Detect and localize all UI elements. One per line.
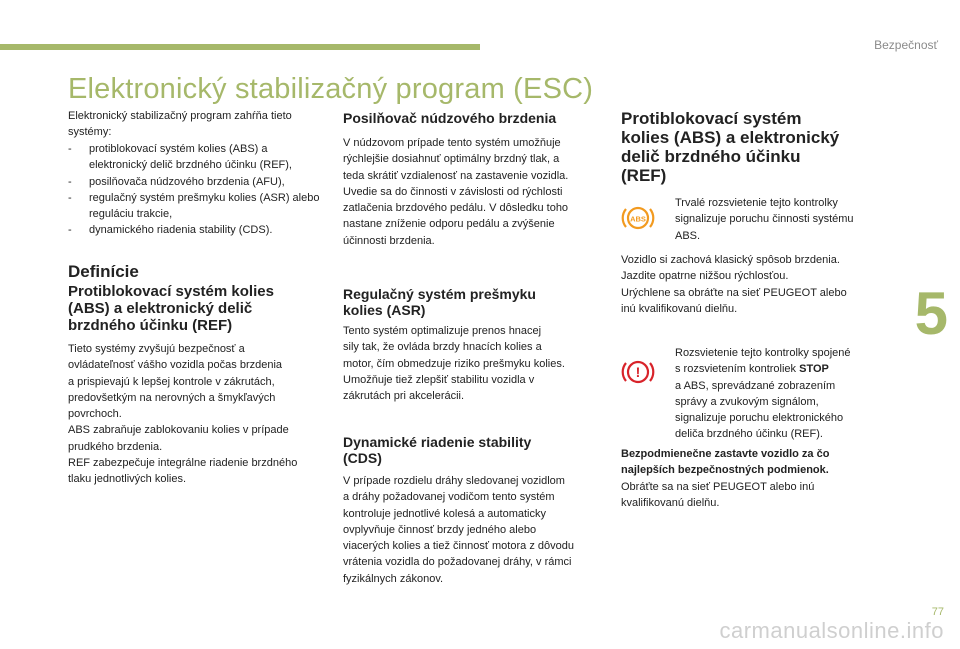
chapter-number: 5 — [914, 280, 948, 347]
afu-heading: Posilňovač núdzového brzdenia — [343, 110, 557, 126]
intro-text: Elektronický stabilizačný program zahŕňa tieto systémy: — [68, 110, 292, 139]
abs-warning-icon — [621, 203, 655, 233]
list-item: - dynamického riadenia stability (CDS). — [68, 224, 273, 237]
brake-warning-icon — [621, 357, 655, 387]
abs-heading: Protiblokovací systém kolies (ABS) a elektronický delič brzdného účinku (REF) — [68, 283, 274, 334]
cds-text: V prípade rozdielu dráhy sledovanej vozidlom a dráhy požadovanej vodičom tento systém kontroluje jednotlivé kolesá a automaticky ovplyvňuje činnosť brzdy jedného alebo viacerých kolies a tiež činnosť motora z dôvodu vrátenia vozidla do požadovanej dráhy, v rámci fyzikálnych zákonov. — [343, 475, 574, 585]
section-name: Bezpečnosť — [874, 38, 938, 52]
list-item: - regulačný systém prešmyku kolies (ASR) alebo reguláciu trakcie, — [68, 191, 320, 221]
definitions-heading: Definície — [68, 262, 139, 281]
asr-text: Tento systém optimalizuje prenos hnacej sily tak, že ovláda brzdy hnacích kolies a motor, čím obmedzuje riziko prešmyku kolies. Umožňuje tiež zlepšiť stabilitu vozidla v zákrutách pri akcelerácii. — [343, 325, 565, 403]
list-item: - posilňovača núdzového brzdenia (AFU), — [68, 175, 285, 188]
asr-heading: Regulačný systém prešmyku kolies (ASR) — [343, 286, 536, 318]
abs-ref-heading: Protiblokovací systém kolies (ABS) a elektronický delič brzdného účinku (REF) — [621, 109, 840, 185]
abs-warning-text: Trvalé rozsvietenie tejto kontrolky signalizuje poruchu činnosti systému ABS. — [675, 197, 854, 242]
header-accent-bar — [0, 44, 480, 50]
ref-warning-text: Rozsvietenie tejto kontrolky spojené s rozsvietením kontroliek STOP a ABS, sprevádzané zobrazením správy a zvukovým signálom, signalizuje poruchu elektronického deliča brzdného účinku (REF). — [675, 347, 851, 441]
systems-list — [68, 141, 326, 239]
abs-text: Tieto systémy zvyšujú bezpečnosť a ovládateľnosť vášho vozidla počas brzdenia a prispievajú k lepšej kontrole v zákrutách, predovšetkým na nerovných a šmykľavých povrchoch. ABS zabraňuje zablokovaniu kolies v prípade prudkého brzdenia. REF zabezpečuje integrálne riadenie brzdného tlaku jednotlivých kolies. — [68, 343, 298, 486]
page-number: 77 — [931, 606, 944, 618]
svg-text:ABS: ABS — [630, 214, 646, 224]
list-item: - protiblokovací systém kolies (ABS) a elektronický delič brzdného účinku (REF), — [68, 143, 292, 172]
abs-after-text: Vozidlo si zachová klasický spôsob brzdenia. Jazdite opatrne nižšou rýchlosťou. Urýchlene sa obráťte na sieť PEUGEOT alebo inú kvalifikovanú dielňu. — [621, 254, 847, 315]
stop-instruction: Bezpodmienečne zastavte vozidlo za čo najlepších bezpečnostných podmienok. Obráťte sa na sieť PEUGEOT alebo inú kvalifikovanú dielňu. — [621, 448, 830, 509]
watermark: carmanualsonline.info — [719, 618, 944, 643]
cds-heading: Dynamické riadenie stability (CDS) — [343, 434, 532, 466]
svg-text:!: ! — [635, 364, 641, 380]
afu-text: V núdzovom prípade tento systém umožňuje rýchlejšie dosiahnuť optimálny brzdný tlak, a teda skrátiť vzdialenosť na zastavenie vozidla. Uvedie sa do činnosti v závislosti od rýchlosti zatlačenia brzdového pedálu. V dôsledku toho nastane zníženie odporu pedálu a zvýšenie účinnosti brzdenia. — [343, 137, 569, 247]
page-title: Elektronický stabilizačný program (ESC) — [68, 73, 594, 105]
